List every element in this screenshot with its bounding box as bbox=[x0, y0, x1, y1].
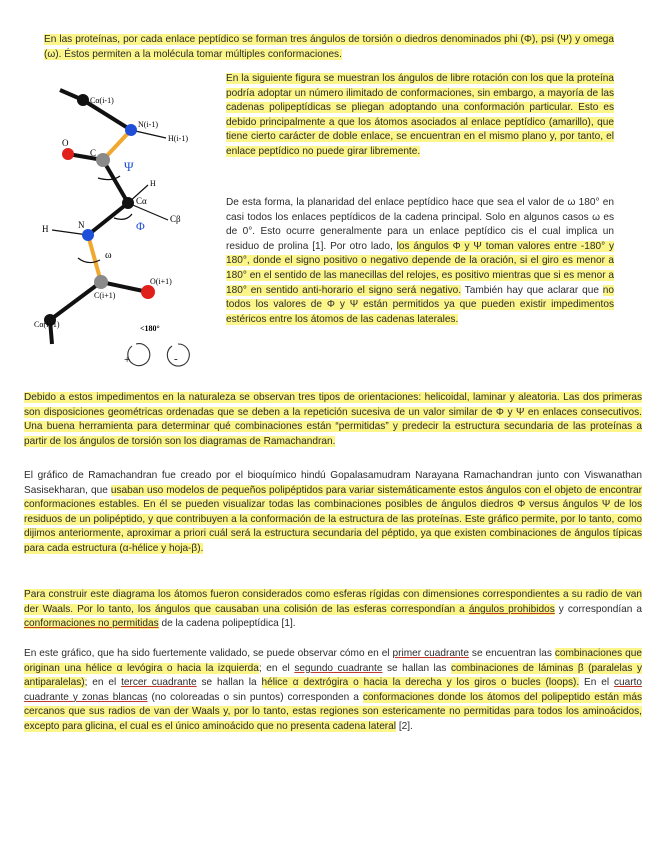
right-paragraph-1 bbox=[226, 72, 614, 160]
counterclockwise-sketch-icon bbox=[167, 344, 189, 366]
c-bottom-atom bbox=[94, 275, 108, 289]
label-angle: <180° bbox=[140, 324, 160, 333]
paragraph-quadrants bbox=[24, 647, 642, 735]
right-paragraph-2-text-a: De esta forma, la planaridad del enlace peptídico hace que sea el valor de ω 180° en casi todos los enlaces peptídicos de la cadena principal. Solo en algunos casos ω es de 0°. Esto ocurre generalmente para un enlace peptídico cis el cual implica un residuo de prolina [1]. Por otro lado, bbox=[226, 197, 614, 252]
right-paragraph-2 bbox=[226, 196, 614, 327]
label-cb: Cβ bbox=[170, 214, 181, 224]
paragraph-construction bbox=[24, 588, 642, 632]
term-fourth-quadrant: cuarto cuadrante y zonas blancas bbox=[24, 677, 642, 703]
peptide-bond-figure bbox=[28, 82, 218, 382]
label-negative: - bbox=[174, 353, 178, 365]
label-h-mid: H bbox=[150, 179, 156, 188]
label-ca: Cα bbox=[136, 196, 147, 206]
paragraph-ramachandran-history bbox=[24, 469, 642, 557]
right-paragraph-2-text-d: no todos los valores de Φ y Ψ están permitidos ya que pueden existir impedimentos estéricos entre los átomos de las cadenas laterales. bbox=[226, 284, 614, 325]
label-psi: Ψ bbox=[124, 159, 134, 174]
paragraph-quadrants-h: se hallan la bbox=[196, 677, 262, 689]
paragraph-orientations bbox=[24, 391, 642, 449]
paragraph-quadrants-b: se encuentran las bbox=[468, 648, 555, 659]
intro-text: En las proteínas, por cada enlace peptídico se forman tres ángulos de torsión o diedros denominados phi (Φ), psi (Ψ) y omega (ω). Éstos permiten a la molécula tomar múltiples conformaciones. bbox=[44, 34, 614, 60]
paragraph-construction-text-b: y correspondían a bbox=[554, 603, 642, 615]
label-c-top: C bbox=[90, 148, 97, 158]
term-prohibited-angles: ángulos prohibidos bbox=[468, 603, 555, 615]
label-phi: Φ bbox=[136, 219, 145, 233]
ca-atom bbox=[122, 197, 134, 209]
n-top-atom bbox=[125, 124, 137, 136]
label-o-bottom: O(i+1) bbox=[150, 277, 172, 286]
label-c-bottom: C(i+1) bbox=[94, 291, 116, 300]
paragraph-construction-text-a: Para construir este diagrama los átomos fueron considerados como esferas rígidas con dimensiones correspondientes a su radio de van der Waals. Por lo tanto, los ángulos que causaban una colisión de las esferas correspondían a bbox=[24, 589, 642, 615]
paragraph-quadrants-m: [2]. bbox=[396, 720, 413, 732]
term-non-permitted-conformations: conformaciones no permitidas bbox=[24, 618, 159, 630]
label-ca-bottom: Cα(i+1) bbox=[34, 320, 60, 329]
right-paragraph-1-text: En la siguiente figura se muestran los ángulos de libre rotación con los que la proteína podría adoptar un número ilimitado de conformaciones, sin embargo, a mayoría de las cadenas polipeptídicas se pliegan adoptando una conformación particular. Esto es debido principalmente a que los átomos asociados al enlace peptídico (amarillo), que tiene cierto carácter de doble enlace, se encuentran en el mismo plano y, por tanto, el enlace peptídico no puede girar libremente. bbox=[226, 73, 614, 157]
term-first-quadrant: primer cuadrante bbox=[392, 648, 469, 659]
paragraph-quadrants-g: ; en el bbox=[84, 677, 122, 689]
o-top-atom bbox=[62, 148, 74, 160]
paragraph-quadrants-e: se hallan las bbox=[382, 662, 451, 674]
label-h-top: H(i-1) bbox=[168, 134, 188, 143]
paragraph-quadrants-d: ; en el bbox=[258, 662, 295, 674]
paragraph-quadrants-a: En este gráfico, que ha sido fuertemente validado, se puede observar cómo en el bbox=[24, 648, 393, 659]
label-ca-top: Cα(i-1) bbox=[90, 96, 114, 105]
bond-c-ca-bottom bbox=[50, 282, 101, 320]
label-h-left: H bbox=[42, 224, 49, 234]
label-n: N bbox=[78, 220, 85, 230]
n-atom bbox=[82, 229, 94, 241]
intro-paragraph bbox=[44, 33, 614, 62]
paragraph-history-text-b: usaban uso modelos de pequeños polipéptidos para variar sistemáticamente estos ángulos con el objeto de encontrar conformaciones estables. En él se pueden visualizar todas las combinaciones posibles de ángulos diedros Φ versus ángulos Ψ de los residuos de un polipéptido, y que contribuyen a la conformación de la estructura de las proteínas. Este gráfico permite, por lo tanto, como dijimos anteriormente, aproximar a priori cuál será la estructura secundaria del péptido, ya que existen combinaciones de ángulos típicas para cada estructura (α-hélice y hoja-β). bbox=[24, 484, 643, 554]
bond-ca-cb bbox=[128, 203, 168, 220]
paragraph-history-text-a: El gráfico de Ramachandran fue creado por el bioquímico hindú Gopalasamudram Narayana Ramachandran junto con Viswanathan Sasisekharan, que bbox=[24, 470, 642, 496]
label-positive: + bbox=[124, 354, 131, 366]
o-bottom-atom bbox=[141, 285, 155, 299]
term-third-quadrant: tercer cuadrante bbox=[121, 677, 197, 689]
paragraph-quadrants-k: (no coloreadas o sin puntos) corresponden a bbox=[147, 691, 363, 703]
clockwise-sketch-icon bbox=[128, 344, 150, 366]
paragraph-quadrants-c: combinaciones que originan una hélice α levógira o hacia la izquierda bbox=[24, 648, 642, 674]
label-n-top: N(i-1) bbox=[138, 120, 158, 129]
paragraph-orientations-text: Debido a estos impedimentos en la naturaleza se observan tres tipos de orientaciones: helicoidal, laminar y aleatoria. Las dos primeras son disposiciones geométricas ordenadas que se deben a la repetición sucesiva de un valor similar de Φ y Ψ en enlaces consecutivos. Una buena herramienta para determinar qué combinaciones están “permitidas” y predecir la estructura secundaria de las proteínas a partir de los ángulos de torsión son los diagramas de Ramachandran. bbox=[24, 392, 642, 447]
phi-rotation-arrow bbox=[114, 214, 132, 219]
right-paragraph-2-text-b: los ángulos Φ y Ψ toman valores entre -180° y 180°, donde el signo positivo o negativo depende de la oración, si el giro es menor a 180° en el sentido de las manecillas del relojes, es positivo mientras que si es menor a 180° en sentido anti-horario el signo será negativo. bbox=[226, 240, 615, 296]
right-paragraph-2-text-c: También hay que aclarar que bbox=[461, 284, 603, 296]
paragraph-quadrants-i: hélice α dextrógira o hacia la derecha y los giros o bucles (loops). bbox=[261, 677, 580, 689]
label-omega: ω bbox=[105, 250, 112, 261]
label-o-top: O bbox=[62, 138, 69, 148]
psi-rotation-arrow bbox=[98, 176, 120, 180]
peptide-bond-bottom bbox=[88, 235, 101, 282]
ca-top-atom bbox=[77, 94, 89, 106]
term-second-quadrant: segundo cuadrante bbox=[294, 662, 383, 674]
c-top-atom bbox=[96, 153, 110, 167]
paragraph-quadrants-l: conformaciones donde los átomos del polipeptido están más cercanos que sus radios de van der Waals y, por lo tanto, estas regiones son estericamente no permitidas para todos los aminoácidos, excepto para glicina, el cual es el único aminoácido que no presenta cadena lateral bbox=[24, 691, 642, 732]
paragraph-quadrants-f: combinaciones de láminas β (paralelas y antiparalelas) bbox=[24, 662, 642, 689]
paragraph-construction-text-c: de la cadena polipeptídica [1]. bbox=[158, 618, 296, 630]
paragraph-quadrants-j: En el bbox=[579, 677, 614, 689]
